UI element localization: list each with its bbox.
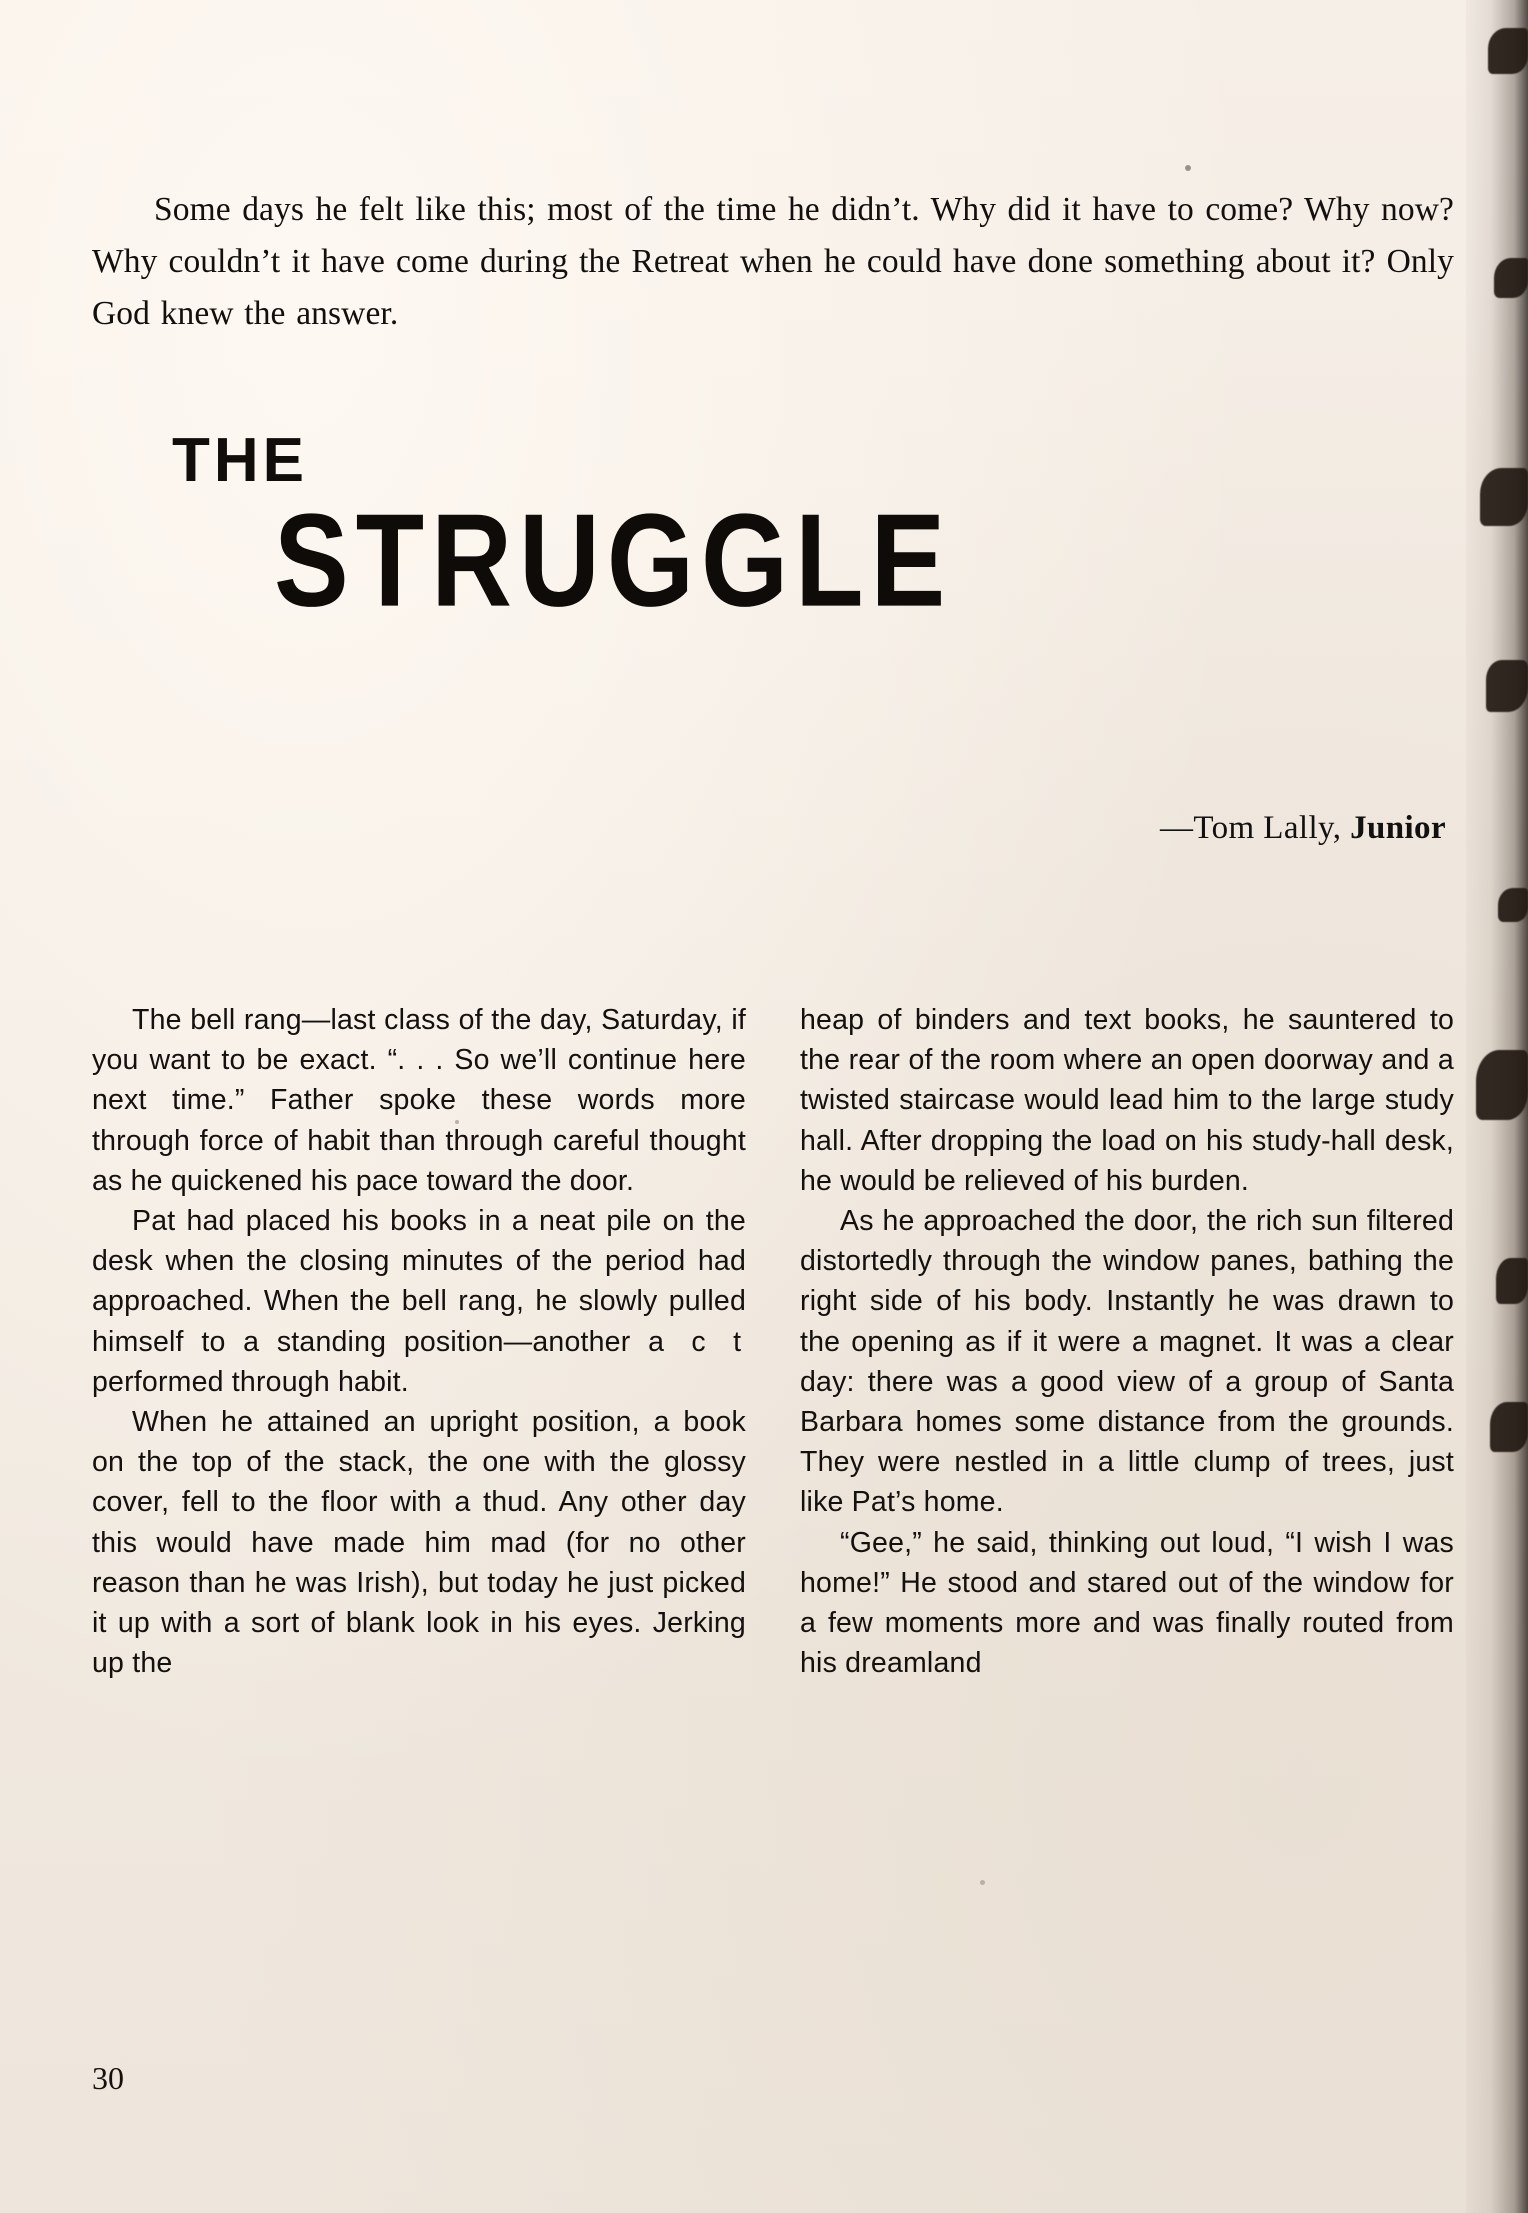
page-edge-tear	[1486, 660, 1528, 712]
paragraph-tail: performed through habit.	[92, 1365, 409, 1398]
paper-speck	[455, 1120, 459, 1124]
page-edge-tear	[1490, 1402, 1528, 1452]
page-edge-tear	[1488, 28, 1528, 74]
page-edge-tear	[1498, 888, 1528, 922]
paragraph	[92, 1201, 746, 1402]
page-title-struggle: STRUGGLE	[274, 486, 953, 634]
paper-speck	[1185, 165, 1191, 171]
paragraph: The bell rang—last class of the day, Saturday, if you want to be exact. “. . . So we’ll continue here next time.” Father spoke these words more through force of habit than through careful thought as he quickened his pace toward the door.	[92, 1004, 746, 1197]
page-edge-tear	[1496, 1258, 1528, 1304]
paragraph: “Gee,” he said, thinking out loud, “I wish I was home!” He stood and stared out of the window for a few moments more and was finally routed from his dreamland	[800, 1526, 1454, 1680]
left-column	[92, 1000, 746, 1683]
page-content	[92, 0, 1464, 2213]
paragraph: As he approached the door, the rich sun filtered distortedly through the window panes, bathing the right side of his body. Instantly he was drawn to the opening as if it were a magnet. It was a clear day: there was a good view of a group of Santa Barbara homes some distance from the grounds. They were nestled in a little clump of trees, just like Pat’s home.	[800, 1205, 1454, 1519]
paper-speck	[980, 1880, 985, 1885]
page-title-the: THE	[172, 426, 308, 495]
page-edge-tear	[1494, 258, 1528, 298]
page-edge-tear	[1480, 468, 1528, 526]
spaced-word: a c t	[648, 1325, 746, 1358]
body-columns	[92, 1000, 1454, 1683]
byline	[1160, 810, 1446, 847]
paragraph: heap of binders and text books, he sauntered to the rear of the room where an open doorway and a twisted staircase would lead him to the large study hall. After dropping the load on his study-hall desk, he would be relieved of his burden.	[800, 1004, 1454, 1197]
page-edge-tear	[1476, 1050, 1528, 1120]
page-number: 30	[92, 2060, 124, 2096]
byline-author: —Tom Lally,	[1160, 810, 1351, 846]
byline-role: Junior	[1350, 810, 1446, 846]
right-column	[800, 1000, 1454, 1683]
intro-paragraph: Some days he felt like this; most of the time he didn’t. Why did it have to come? Why now? Why couldn’t it have come during the Retreat when he could have done something about it? Only God knew the answer.	[92, 190, 1454, 332]
paragraph-head: Pat had placed his books in a neat pile on the desk when the closing minutes of the period had approached. When the bell rang, he slowly pulled himself to a standing position—another	[92, 1205, 746, 1358]
paragraph: When he attained an upright position, a book on the top of the stack, the one with the glossy cover, fell to the floor with a thud. Any other day this would have made him mad (for no other reason than he was Irish), but today he just picked it up with a sort of blank look in his eyes. Jerking up the	[92, 1406, 746, 1680]
